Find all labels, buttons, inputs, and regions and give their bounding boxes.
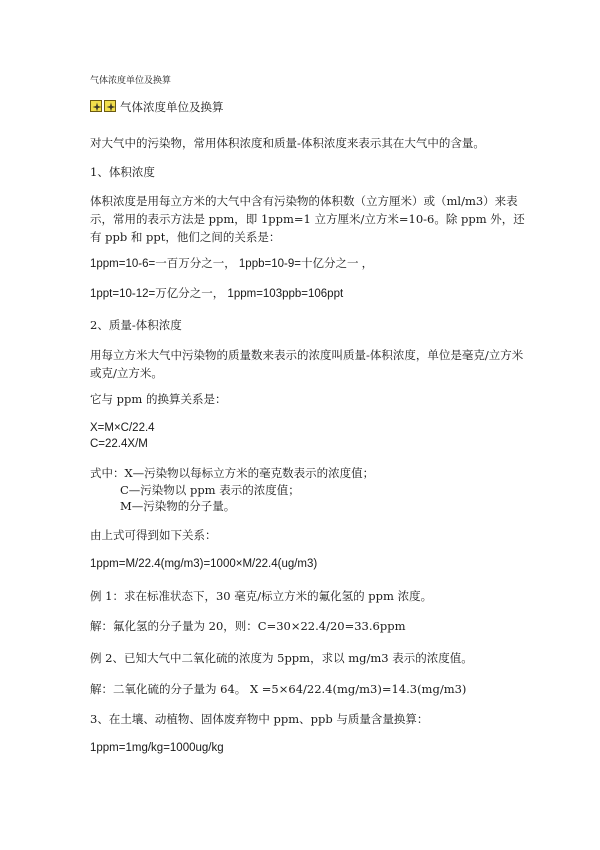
heading-icons bbox=[90, 100, 116, 112]
conversion-intro: 它与 ppm 的换算关系是： bbox=[90, 392, 227, 406]
where-c: C—污染物以 ppm 表示的浓度值； bbox=[120, 483, 300, 497]
intro-paragraph: 对大气中的污染物，常用体积浓度和质量-体积浓度来表示其在大气中的含量。 bbox=[90, 136, 485, 150]
where-x: 式中：X—污染物以每标立方米的毫克数表示的浓度值； bbox=[90, 466, 375, 480]
where-m: M—污染物的分子量。 bbox=[120, 499, 236, 513]
equation-2: 1ppt=10-12=万亿分之一， 1ppm=103ppb=106ppt bbox=[90, 288, 344, 300]
section-3-title: 3、在土壤、动植物、固体废弃物中 ppm、ppb 与质量含量换算： bbox=[90, 712, 429, 726]
equation-1: 1ppm=10-6=一百万分之一， 1ppb=10-9=十亿分之一 ， bbox=[90, 258, 374, 270]
solution-1: 解：氟化氢的分子量为 20，则：C=30×22.4/20=33.6ppm bbox=[90, 619, 406, 633]
heading: 气体浓度单位及换算 bbox=[120, 100, 224, 114]
section-1-title: 1、体积浓度 bbox=[90, 165, 155, 179]
section-3-equation: 1ppm=1mg/kg=1000ug/kg bbox=[90, 742, 224, 754]
sparkle-icon bbox=[104, 100, 116, 112]
doc-title: 气体浓度单位及换算 bbox=[90, 76, 172, 86]
formula-1: X=M×C/22.4 bbox=[90, 422, 155, 434]
section-1-paragraph: 体积浓度是用每立方米的大气中含有污染物的体积数（立方厘米）或（ml/m3）来表示，常用的表示方法是 ppm，即 1ppm=1 立方厘米/立方米=10-6。除 ppm 外，还有 ppb 和 ppt，他们之间的关系是： bbox=[90, 194, 525, 244]
example-2: 例 2、已知大气中二氧化硫的浓度为 5ppm，求以 mg/m3 表示的浓度值。 bbox=[90, 651, 473, 665]
sparkle-icon bbox=[90, 100, 102, 112]
example-1: 例 1：求在标准状态下，30 毫克/标立方米的氟化氢的 ppm 浓度。 bbox=[90, 589, 433, 603]
section-2-title: 2、质量-体积浓度 bbox=[90, 318, 182, 332]
section-2-paragraph: 用每立方米大气中污染物的质量数来表示的浓度叫质量-体积浓度，单位是毫克/立方米 或克/立方米。 bbox=[90, 348, 524, 380]
formula-2: C=22.4X/M bbox=[90, 438, 148, 450]
derive-text: 由上式可得到如下关系： bbox=[90, 528, 217, 542]
solution-2: 解：二氧化硫的分子量为 64。 X =5×64/22.4(mg/m3)=14.3(mg/m3) bbox=[90, 682, 467, 696]
relation-formula: 1ppm=M/22.4(mg/m3)=1000×M/22.4(ug/m3) bbox=[90, 558, 318, 570]
